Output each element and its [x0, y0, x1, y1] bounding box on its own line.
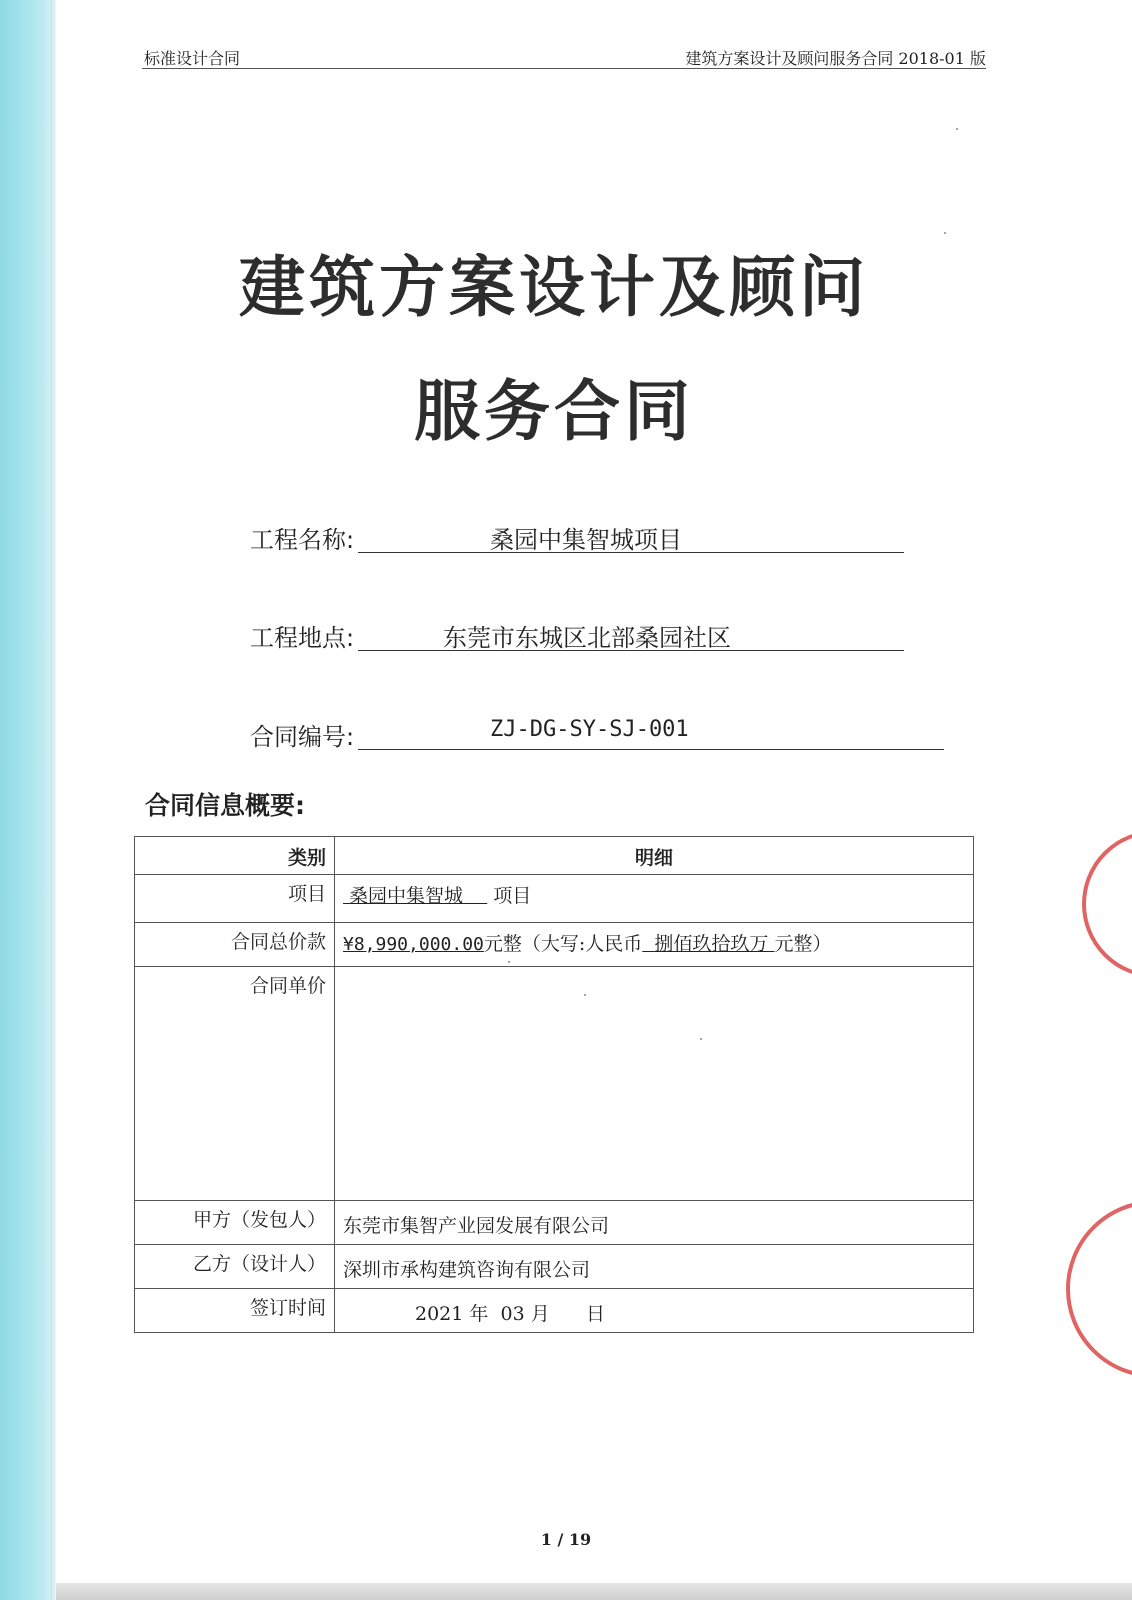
signing-month-unit: 月: [530, 1303, 550, 1325]
table-row-party-a: [135, 1201, 974, 1245]
project-name-row: [250, 518, 910, 554]
signing-year: 2021: [415, 1303, 464, 1325]
table-row-total-price: [135, 923, 974, 967]
scan-speck: [584, 994, 586, 996]
header-right: 建筑方案设计及顾问服务合同 2018-01 版: [685, 49, 986, 68]
party-b-detail: 深圳市承构建筑咨询有限公司: [335, 1245, 974, 1289]
document-title-line-2: 服务合同: [414, 373, 694, 450]
table-row-party-b: [135, 1245, 974, 1289]
signing-month: 03: [500, 1303, 525, 1325]
header-detail: 明细: [335, 837, 974, 875]
signing-date-detail: [335, 1289, 974, 1333]
project-detail: [335, 875, 974, 923]
table-row-project: [135, 875, 974, 923]
contract-no-label: 合同编号:: [250, 723, 355, 751]
page-number: 1 / 19: [540, 1530, 592, 1549]
total-price-category: 合同总价款: [135, 923, 335, 967]
party-a-detail: 东莞市集智产业园发展有限公司: [335, 1201, 974, 1245]
contract-no-underline: [358, 749, 944, 750]
table-row-unit-price: [135, 967, 974, 1201]
party-b-category: 乙方（设计人）: [135, 1245, 335, 1289]
scan-bottom-band: [56, 1583, 1132, 1600]
signing-date-category: 签订时间: [135, 1289, 335, 1333]
location-row: [250, 616, 910, 652]
total-price-text-after: 元整）: [774, 933, 832, 955]
header-left: 标准设计合同: [144, 49, 241, 68]
contract-no-value: ZJ-DG-SY-SJ-001: [490, 717, 689, 742]
project-category: 项目: [135, 875, 335, 923]
unit-price-category: 合同单价: [135, 967, 335, 1201]
project-name-label: 工程名称:: [250, 526, 355, 554]
project-detail-name: 桑园中集智城: [349, 885, 464, 907]
project-detail-suffix: 项目: [493, 885, 532, 907]
total-price-amount: ¥8,990,000.00: [343, 934, 484, 955]
scan-speck: [956, 128, 958, 130]
total-price-detail: [335, 923, 974, 967]
contract-no-row: [250, 715, 950, 751]
scan-speck: [700, 1038, 702, 1040]
table-row-signing-date: [135, 1289, 974, 1333]
table-header-row: [135, 837, 974, 875]
summary-heading: 合同信息概要:: [145, 791, 305, 820]
total-price-text-before: 元整（大写:人民币: [483, 933, 643, 955]
company-seal-partial-1: [1082, 830, 1132, 978]
project-name-value: 桑园中集智城项目: [490, 526, 682, 554]
scan-speck: [944, 232, 946, 234]
company-seal-partial-2: [1066, 1200, 1132, 1378]
location-label: 工程地点:: [250, 624, 355, 652]
location-value: 东莞市东城区北部桑园社区: [443, 624, 731, 652]
page-header: [142, 42, 986, 69]
party-a-category: 甲方（发包人）: [135, 1201, 335, 1245]
signing-year-unit: 年: [469, 1303, 489, 1325]
total-price-words: 捌佰玖拾玖万: [654, 933, 769, 955]
contract-summary-table: [134, 836, 974, 1333]
header-category: 类别: [135, 837, 335, 875]
scan-speck: [508, 961, 510, 963]
signing-day-unit: 日: [586, 1303, 606, 1325]
unit-price-detail: [335, 967, 974, 1201]
document-title-line-1: 建筑方案设计及顾问: [239, 249, 869, 326]
